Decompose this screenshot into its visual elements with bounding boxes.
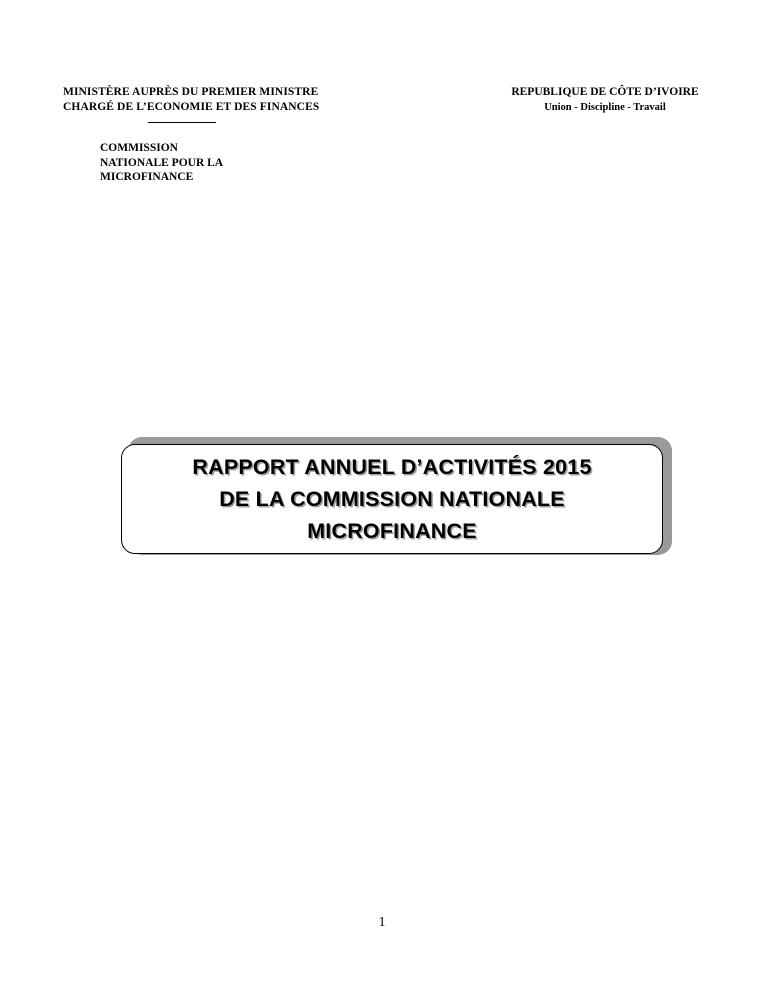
report-title-line-1: RAPPORT ANNUEL D’ACTIVITÉS 2015	[192, 455, 592, 479]
report-title	[121, 451, 663, 547]
ministry-line-1: MINISTÈRE AUPRÈS DU PREMIER MINISTRE	[63, 86, 319, 98]
commission-line-1: COMMISSION	[100, 142, 178, 154]
ministry-line-2: CHARGÉ DE L’ECONOMIE ET DES FINANCES	[63, 101, 320, 113]
report-title-line-3: MICROFINANCE	[307, 519, 477, 543]
country-header	[470, 85, 740, 115]
header-divider	[148, 122, 216, 123]
report-title-line-2: DE LA COMMISSION NATIONALE	[219, 487, 565, 511]
ministry-header	[63, 85, 403, 115]
page-number: 1	[378, 915, 386, 930]
country-motto: Union - Discipline - Travail	[544, 102, 666, 113]
commission-line-2: NATIONALE POUR LA	[100, 156, 224, 169]
commission-line-3: MICROFINANCE	[100, 171, 194, 183]
country-name: REPUBLIQUE DE CÔTE D’IVOIRE	[511, 86, 699, 98]
commission-name	[100, 141, 300, 185]
